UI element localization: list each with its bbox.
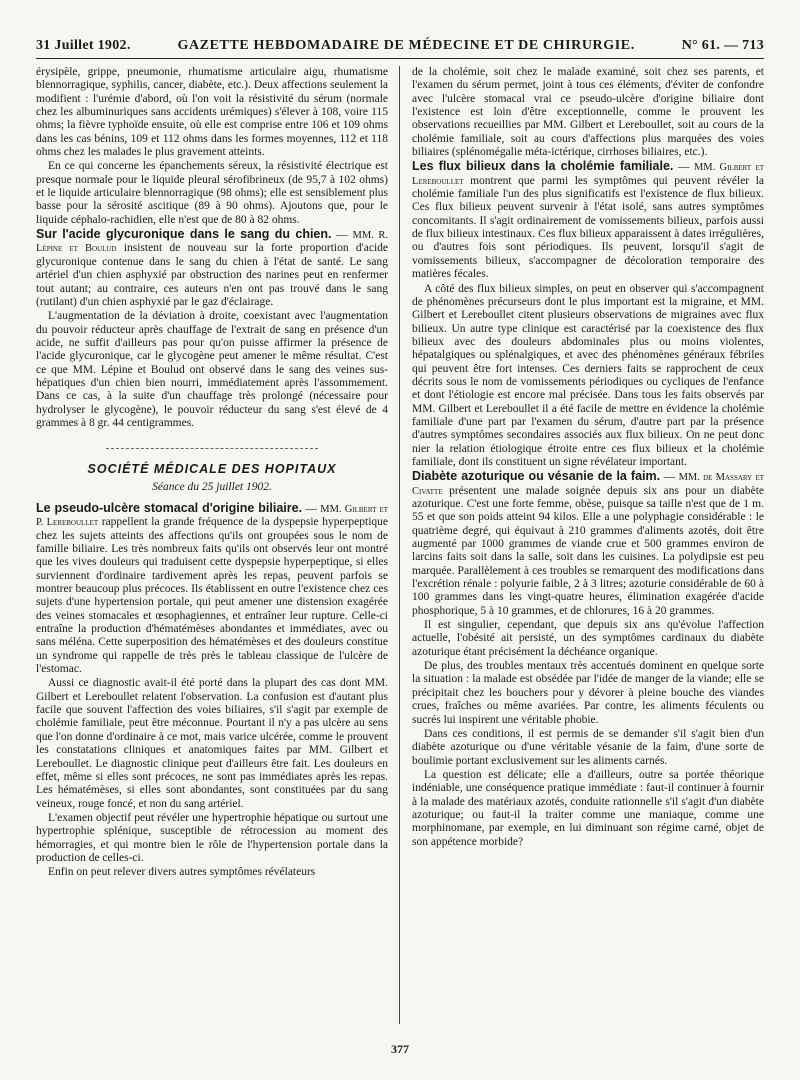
paragraph: érysipèle, grippe, pneumonie, rhumatisme articulaire aigu, rhumatisme blennorragique, syphilis, cancer, diabète, etc.). Deux affections seulement la modifient : l'urémie d'abord, où l'on voit la résistivité du sérum (normale chez les albuminuriques sans accidents urémiques) s'élever à 108, voire 115 ohms; la fièvre typhoïde ensuite, où elle est comprise entre 106 et 109 ohms dans les cas bénins, 109 et 112 ohms dans les formes moyennes, 112 et 118 ohms chez les malades le plus gravement atteints. (36, 66, 388, 159)
paragraph: A côté des flux bilieux simples, on peut en observer qui s'accompagnent de phénomènes précurseurs dont le plus important est la migraine, et MM. Gilbert et Lereboullet citent plusieurs observations de migraines avec flux bilieux. Un autre type clinique est caractérisé par la coexistence des flux bilieux avec des douleurs abdominales plus ou moins violentes, hépatalgiques ou splénalgiques, et avec des phénomènes généraux fébriles qui peuvent être fort intenses. Ces derniers faits se rapprochent de ceux décrits sous le nom de vomissements périodiques ou cycliques de l'enfance et dont l'étiologie est encore mal précisée. Dans tous les faits observés par MM. Gilbert et Lereboullet il a été facile de mettre en évidence la cholémie familiale d'une part par l'examen du sérum, d'autre part par la présence d'autres symptômes secondaires associés aux flux bilieux. On ne peut donc nier la relation étiologique étroite entre ces flux bilieux et la cholémie familiale, dont ils constituent un signe révélateur important. (412, 282, 764, 468)
paragraph: En ce qui concerne les épanchements séreux, la résistivité électrique est presque normale pour le liquide pleural sérofibrineux (de 95,7 à 102 ohms) et le liquide articulaire blennorragique (98 ohms); elle est sensiblement plus basse pour la sérosité ascitique (89 à 90 ohms). Ajoutons que, pour le liquide céphalo-rachidien, elle n'est que de 80 à 82 ohms. (36, 160, 388, 226)
section-text: rappellent la grande fréquence de la dyspepsie hyperpeptique chez les sujets atteints des affections qu'ils ont groupées sous le nom de famille biliaire. Les très nombreux faits qu'ils ont observés leur ont montré que les vives douleurs qui traduisent cette dyspepsie hyperpeptique, si elles surviennent d'ordinaire tardivement après les repas, peuvent parfois se montrer beaucoup plus précoces. Ils établissent en outre l'existence chez ces sujets d'une hypertension portale, qui peut amener une distension exagérée des veines stomacales et œsophagiennes, et entraîner leur rupture. Celle-ci entraîne la production d'hématémèses abondantes et immédiates, avec ou sans méléna. Cette superposition des hématémèses et des douleurs constitue un syndrome qui rappelle de très près le tableau classique de l'ulcère de l'estomac. (36, 516, 389, 676)
left-column (36, 66, 388, 1024)
paragraph: L'augmentation de la déviation à droite, coexistant avec l'augmentation du pouvoir réducteur après chauffage de l'extrait de sang en présence d'un acide, ne suffit d'ailleurs pas pour qu'on puisse affirmer la présence de l'acide glycuronique, car le glycogène peut amener le même résultat. C'est ce que MM. Lépine et Boulud ont observé dans le sang des veines sus-hépatiques d'un chien bien nourri, immédiatement après l'assommement. Dans ce cas, à la suite d'un chauffage très prolongé (nécessaire pour hydrolyser le glycogène), le pouvoir réducteur du sang s'est élevé de 4 grammes à 8 gr. 44 centigrammes. (36, 310, 388, 429)
section-authors: MM. R. Lépine et Boulud (36, 230, 388, 255)
paragraph: de la cholémie, soit chez le malade examiné, soit chez ses parents, et l'examen du sérum permet, joint à tous ces éléments, d'éviter de confondre avec l'ulcère stomacal vrai ce pseudo-ulcère d'origine biliaire dont l'existence est loin d'être exceptionnelle, comme le prouvent les observations recueillies par MM. Gilbert et Lereboullet, soit au cours de la cholémie familiale, soit au cours d'affections plus marquées des voies biliaires (splénomégalie méta-ictérique, cirrhoses biliaires, etc.). (412, 66, 764, 159)
session-date: Séance du 25 juillet 1902. (152, 480, 272, 493)
section-text: insistent de nouveau sur la forte proportion d'acide glycuronique contenue dans le sang du chien à l'état de santé. Le sang artériel d'un chien asphyxié par obstruction des narines peut en renfermer tout autant; au contraire, ces auteurs n'en ont pas trouvé dans le sang (rutilant) d'un chien asphyxié par le gaz d'éclairage. (36, 242, 389, 308)
paragraph: Aussi ce diagnostic avait-il été porté dans la plupart des cas dont MM. Gilbert et Lereboullet relatent l'observation. La confusion est d'autant plus facile que souvent l'affection des voies biliaires, s'il s'agit par exemple de cholémie familiale, peut être méconnue. Pourtant il n'y a pas ulcère au sens que l'on donne d'ordinaire à ce mot, mais varice ulcérée, comme le prouvent les constatations cliniques et anatomiques faites par MM. Gilbert et Lereboullet. Le diagnostic clinique peut d'ailleurs être fait. Les douleurs en effet, même si elles sont précoces, ne sont pas immédiates après les repas. Les hématémèses, si elles sont abondantes, sont constituées par du sang veineux, rouge foncé, et non du sang artériel. (36, 677, 388, 810)
paragraph: L'examen objectif peut révéler une hypertrophie hépatique ou surtout une hypertrophie splénique, susceptible de rétrocession au moment des hémorragies, et qui montre bien le rôle de l'hypertension portale dans la production de celles-ci. (36, 811, 388, 864)
section-title: Les flux bilieux dans la cholémie familiale. (412, 159, 674, 174)
section-diabete-azoturique: Diabète azoturique ou vésanie de la faim. — MM. de Massary et Civatte présentent une malade soignée depuis six ans pour un diabète azoturique. C'est une forte femme, obèse, puisque sa taille n'est que de 1 m. 55 et que son poids atteint 94 kilos. Elle a une polyphagie considérable : le quatrième degré, qui équivaut à 210 grammes d'aliments azotés, doit être augmenté par 1000 grammes de viande crue et 500 grammes environ de larcins faits soit dans la salle, soit dans les cuisines. La polydipsie est peu marquée. Parallèlement à ces troubles se remarquent des modifications dans l'excrétion rénale : polyurie faible, 2 à 3 litres; azoturie considérable de 60 à 100 grammes dans les vingt-quatre heures, élimination exagérée d'acide phosphorique, 5 à 10 grammes, et de chlorures, 16 à 20 grammes. (412, 469, 765, 617)
issue-date: 31 Juillet 1902. (36, 38, 131, 53)
section-authors: MM. Gilbert et Lereboullet (412, 162, 765, 187)
section-title: Sur l'acide glycuronique dans le sang du chien. (36, 227, 332, 242)
paragraph: Enfin on peut relever divers autres symptômes révélateurs (48, 866, 316, 879)
paragraph: Il est singulier, cependant, que depuis six ans qu'évolue l'affection actuelle, l'obésité ait persisté, un des symptômes cardinaux du diabète azoturique étant précisément la déchéance organique. (412, 619, 764, 658)
paragraph: Dans ces conditions, il est permis de se demander s'il s'agit bien d'un diabète azoturique ou d'une véritable vésanie de la faim, d'une sorte de boulimie portant exclusivement sur les aliments carnés. (412, 727, 764, 767)
section-divider (106, 448, 317, 449)
two-column-body (36, 66, 764, 1024)
section-pseudo-ulcere: Le pseudo-ulcère stomacal d'origine biliaire. — MM. Gilbert et P. Lereboullet rappellent la grande fréquence de la dyspepsie hyperpeptique chez les sujets atteints des affections qu'ils ont groupées sous le nom de famille biliaire. Les très nombreux faits qu'ils ont observés leur ont montré que les vives douleurs qui traduisent cette dyspepsie hyperpeptique, si elles surviennent d'ordinaire tardivement après les repas, peuvent parfois se montrer beaucoup plus précoces. Ils établissent en outre l'existence chez ces sujets d'une hypertension portale, qui peut amener une distension exagérée des veines stomacales et œsophagiennes, et entraîner leur rupture. Celle-ci entraîne la production d'hématémèses abondantes et immédiates, avec ou sans méléna. Cette superposition des hématémèses et des douleurs constitue un syndrome qui rappelle de très près le tableau classique de l'ulcère de l'estomac. (36, 500, 389, 676)
section-authors: MM. Gilbert et P. Lereboullet (36, 503, 389, 529)
paragraph: De plus, des troubles mentaux très accentués dominent en quelque sorte la situation : la malade est obsédée par l'idée de manger de la viande; elle se précipitait chez les bouchers pour y dévorer à pleine bouche des viandes crues, fraîches ou même avariées. Par contre, les aliments féculents ou sucrés lui inspirent une véritable phobie. (412, 660, 764, 726)
right-column (412, 66, 764, 1024)
journal-title: GAZETTE HEBDOMADAIRE DE MÉDECINE ET DE CHIRURGIE. (177, 38, 635, 53)
section-flux-bilieux: Les flux bilieux dans la cholémie familiale. — MM. Gilbert et Lereboullet montrent que parmi les symptômes qui peuvent révéler la cholémie familiale l'un des plus significatifs est l'existence de flux bilieux. Ces flux bilieux peuvent survenir à l'état isolé, sans autres symptômes concomitants. Il s'agit ordinairement de vomissements bilieux, parfois aussi de flux bilieux intestinaux. Ces flux bilieux apparaissent à dates irrégulières, ou d'autres fois sont périodiques. Ils peuvent, lorsqu'il s'agit de vomissements bilieux, s'accompagner de décoloration temporaire des matières fécales. (412, 159, 765, 281)
section-glycuronique: Sur l'acide glycuronique dans le sang du chien. — MM. R. Lépine et Boulud insistent de nouveau sur la forte proportion d'acide glycuronique contenue dans le sang du chien à l'état de santé. Le sang artériel d'un chien asphyxié par obstruction des narines peut en renfermer tout autant; au contraire, ces auteurs n'en ont pas trouvé dans le sang (rutilant) d'un chien asphyxié par le gaz d'éclairage. (36, 227, 389, 308)
section-title: Le pseudo-ulcère stomacal d'origine biliaire. (36, 500, 303, 515)
running-header (36, 34, 764, 59)
page-number: 377 (391, 1042, 409, 1056)
society-heading: SOCIÉTÉ MÉDICALE DES HOPITAUX (87, 462, 337, 477)
paragraph: La question est délicate; elle a d'ailleurs, outre sa portée théorique indéniable, une conséquence pratique immédiate : faut-il continuer à fournir à la malade des matériaux azotés, conduite rationnelle s'il s'agit d'un diabète azoturique; ou faut-il la traiter comme une maniaque, comme une morphinomane, par exemple, en lui diminuant son régime carné, objet de son appétence morbide? (412, 768, 764, 848)
section-title: Diabète azoturique ou vésanie de la faim. (412, 469, 661, 484)
section-text: présentent une malade soignée depuis six ans pour un diabète azoturique. C'est une forte femme, obèse, puisque sa taille n'est que de 1 m. 55 et que son poids atteint 94 kilos. Elle a une polyphagie considérable : le quatrième degré, qui équivaut à 210 grammes d'aliments azotés, doit être augmenté par 1000 grammes de viande crue et 500 grammes environ de larcins faits soit dans la salle, soit dans les cuisines. La polydipsie est peu marquée. Parallèlement à ces troubles se remarquent des modifications dans l'excrétion rénale : polyurie faible, 2 à 3 litres; azoturie considérable de 60 à 100 grammes dans les vingt-quatre heures, élimination exagérée d'acide phosphorique, 5 à 10 grammes, et de chlorures, 16 à 20 grammes. (412, 484, 764, 617)
section-authors: MM. de Massary et Civatte (412, 472, 765, 497)
section-text: montrent que parmi les symptômes qui peuvent révéler la cholémie familiale l'un des plus significatifs est l'existence de flux bilieux. Ces flux bilieux peuvent survenir à l'état isolé, sans autres symptômes concomitants. Il s'agit ordinairement de vomissements bilieux, parfois aussi de flux bilieux intestinaux. Ces flux bilieux apparaissent à dates irrégulières, ou d'autres fois sont périodiques. Ils peuvent, lorsqu'il s'agit de vomissements bilieux, s'accompagner de décoloration temporaire des matières fécales. (412, 174, 764, 281)
issue-number: N° 61. — 713 (681, 38, 764, 53)
column-rule (388, 66, 412, 1024)
